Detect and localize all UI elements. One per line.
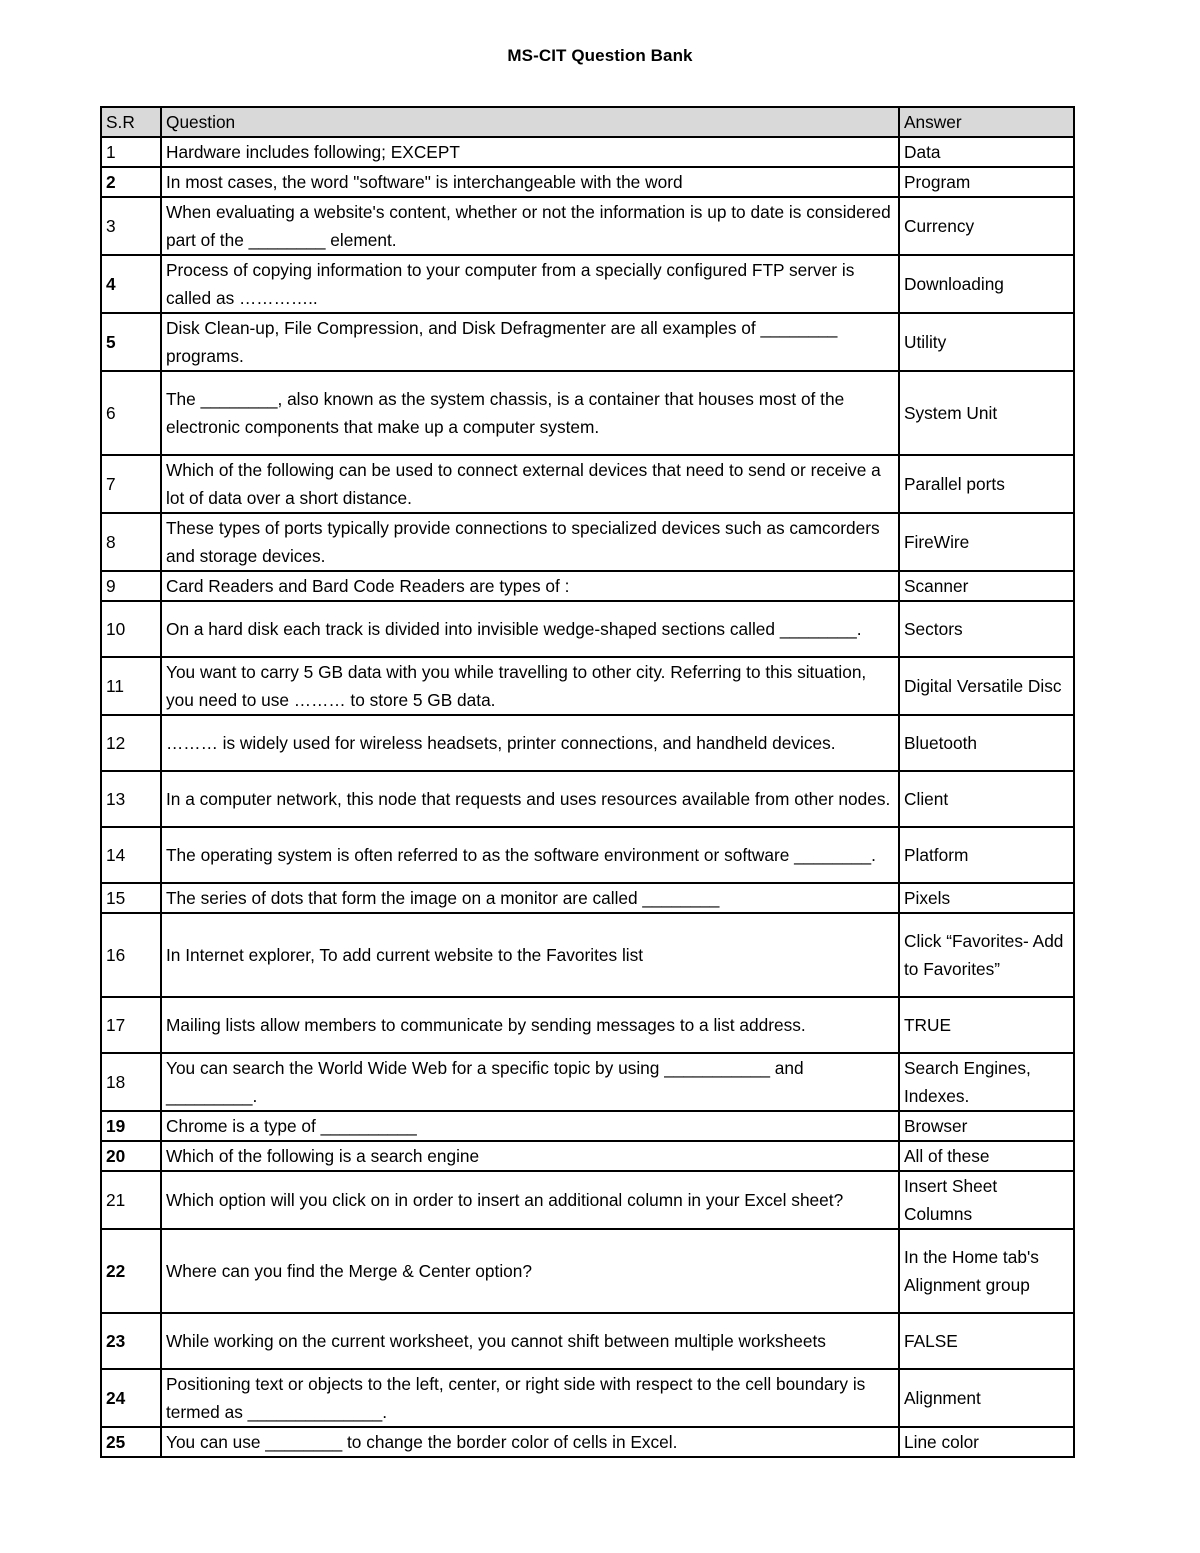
table-row	[101, 657, 1074, 715]
sr-cell: 16	[101, 913, 161, 997]
answer-cell: Click “Favorites- Add to Favorites”	[899, 913, 1074, 997]
sr-cell: 15	[101, 883, 161, 913]
sr-cell: 24	[101, 1369, 161, 1427]
answer-cell: Data	[899, 137, 1074, 167]
answer-cell: Platform	[899, 827, 1074, 883]
answer-cell: Browser	[899, 1111, 1074, 1141]
sr-cell: 6	[101, 371, 161, 455]
table-row	[101, 255, 1074, 313]
sr-cell: 7	[101, 455, 161, 513]
question-cell: When evaluating a website's content, whether or not the information is up to date is considered part of the ________ element.	[161, 197, 899, 255]
table-row	[101, 571, 1074, 601]
answer-cell: Bluetooth	[899, 715, 1074, 771]
table-row	[101, 371, 1074, 455]
answer-cell: TRUE	[899, 997, 1074, 1053]
sr-cell: 11	[101, 657, 161, 715]
question-cell: Process of copying information to your computer from a specially configured FTP server is called as …………..	[161, 255, 899, 313]
question-cell: These types of ports typically provide connections to specialized devices such as camcorders and storage devices.	[161, 513, 899, 571]
sr-cell: 20	[101, 1141, 161, 1171]
question-cell: Card Readers and Bard Code Readers are types of :	[161, 571, 899, 601]
table-row	[101, 827, 1074, 883]
question-cell: Where can you find the Merge & Center option?	[161, 1229, 899, 1313]
sr-cell: 3	[101, 197, 161, 255]
sr-cell: 9	[101, 571, 161, 601]
question-cell: While working on the current worksheet, you cannot shift between multiple worksheets	[161, 1313, 899, 1369]
table-row	[101, 715, 1074, 771]
sr-cell: 22	[101, 1229, 161, 1313]
table-row	[101, 513, 1074, 571]
question-cell: On a hard disk each track is divided into invisible wedge-shaped sections called ________.	[161, 601, 899, 657]
answer-cell: Utility	[899, 313, 1074, 371]
sr-cell: 2	[101, 167, 161, 197]
answer-cell: FALSE	[899, 1313, 1074, 1369]
table-body	[101, 137, 1074, 1457]
sr-cell: 18	[101, 1053, 161, 1111]
table-row	[101, 883, 1074, 913]
question-cell: You want to carry 5 GB data with you while travelling to other city. Referring to this situation, you need to use ……… to store 5 GB data.	[161, 657, 899, 715]
answer-cell: Insert Sheet Columns	[899, 1171, 1074, 1229]
table-row	[101, 1111, 1074, 1141]
table-row	[101, 1053, 1074, 1111]
answer-cell: Client	[899, 771, 1074, 827]
table-row	[101, 601, 1074, 657]
question-cell: The ________, also known as the system chassis, is a container that houses most of the electronic components that make up a computer system.	[161, 371, 899, 455]
question-cell: You can search the World Wide Web for a specific topic by using ___________ and _________.	[161, 1053, 899, 1111]
answer-cell: Sectors	[899, 601, 1074, 657]
question-cell: The operating system is often referred to as the software environment or software ________.	[161, 827, 899, 883]
question-cell: Which option will you click on in order to insert an additional column in your Excel sheet?	[161, 1171, 899, 1229]
question-cell: Mailing lists allow members to communicate by sending messages to a list address.	[161, 997, 899, 1053]
sr-cell: 25	[101, 1427, 161, 1457]
sr-cell: 19	[101, 1111, 161, 1141]
table-row	[101, 1229, 1074, 1313]
sr-cell: 13	[101, 771, 161, 827]
header-answer: Answer	[899, 107, 1074, 137]
question-cell: Positioning text or objects to the left, center, or right side with respect to the cell boundary is termed as ______________.	[161, 1369, 899, 1427]
sr-cell: 14	[101, 827, 161, 883]
question-cell: Disk Clean-up, File Compression, and Disk Defragmenter are all examples of ________ programs.	[161, 313, 899, 371]
answer-cell: Pixels	[899, 883, 1074, 913]
sr-cell: 21	[101, 1171, 161, 1229]
table-row	[101, 1171, 1074, 1229]
table-row	[101, 1141, 1074, 1171]
table-row	[101, 137, 1074, 167]
answer-cell: In the Home tab's Alignment group	[899, 1229, 1074, 1313]
answer-cell: Parallel ports	[899, 455, 1074, 513]
table-row	[101, 1427, 1074, 1457]
table-row	[101, 197, 1074, 255]
sr-cell: 23	[101, 1313, 161, 1369]
header-row	[101, 107, 1074, 137]
question-bank-table	[100, 106, 1075, 1458]
answer-cell: All of these	[899, 1141, 1074, 1171]
sr-cell: 5	[101, 313, 161, 371]
question-cell: ……… is widely used for wireless headsets, printer connections, and handheld devices.	[161, 715, 899, 771]
answer-cell: Scanner	[899, 571, 1074, 601]
table-row	[101, 771, 1074, 827]
table-row	[101, 455, 1074, 513]
question-cell: In Internet explorer, To add current website to the Favorites list	[161, 913, 899, 997]
answer-cell: Search Engines, Indexes.	[899, 1053, 1074, 1111]
question-cell: Hardware includes following; EXCEPT	[161, 137, 899, 167]
question-cell: The series of dots that form the image on a monitor are called ________	[161, 883, 899, 913]
table-row	[101, 167, 1074, 197]
table-row	[101, 913, 1074, 997]
answer-cell: Currency	[899, 197, 1074, 255]
table-row	[101, 313, 1074, 371]
table-row	[101, 1313, 1074, 1369]
table-header	[101, 107, 1074, 137]
sr-cell: 4	[101, 255, 161, 313]
sr-cell: 1	[101, 137, 161, 167]
question-cell: In most cases, the word "software" is interchangeable with the word	[161, 167, 899, 197]
answer-cell: System Unit	[899, 371, 1074, 455]
answer-cell: FireWire	[899, 513, 1074, 571]
answer-cell: Line color	[899, 1427, 1074, 1457]
answer-cell: Digital Versatile Disc	[899, 657, 1074, 715]
header-sr: S.R	[101, 107, 161, 137]
document-title: MS-CIT Question Bank	[507, 46, 693, 65]
sr-cell: 10	[101, 601, 161, 657]
answer-cell: Downloading	[899, 255, 1074, 313]
sr-cell: 17	[101, 997, 161, 1053]
sr-cell: 12	[101, 715, 161, 771]
table-row	[101, 997, 1074, 1053]
header-question: Question	[161, 107, 899, 137]
question-cell: You can use ________ to change the border color of cells in Excel.	[161, 1427, 899, 1457]
question-cell: Which of the following can be used to connect external devices that need to send or receive a lot of data over a short distance.	[161, 455, 899, 513]
sr-cell: 8	[101, 513, 161, 571]
question-cell: Which of the following is a search engine	[161, 1141, 899, 1171]
question-cell: Chrome is a type of __________	[161, 1111, 899, 1141]
question-cell: In a computer network, this node that requests and uses resources available from other nodes.	[161, 771, 899, 827]
answer-cell: Alignment	[899, 1369, 1074, 1427]
table-row	[101, 1369, 1074, 1427]
answer-cell: Program	[899, 167, 1074, 197]
